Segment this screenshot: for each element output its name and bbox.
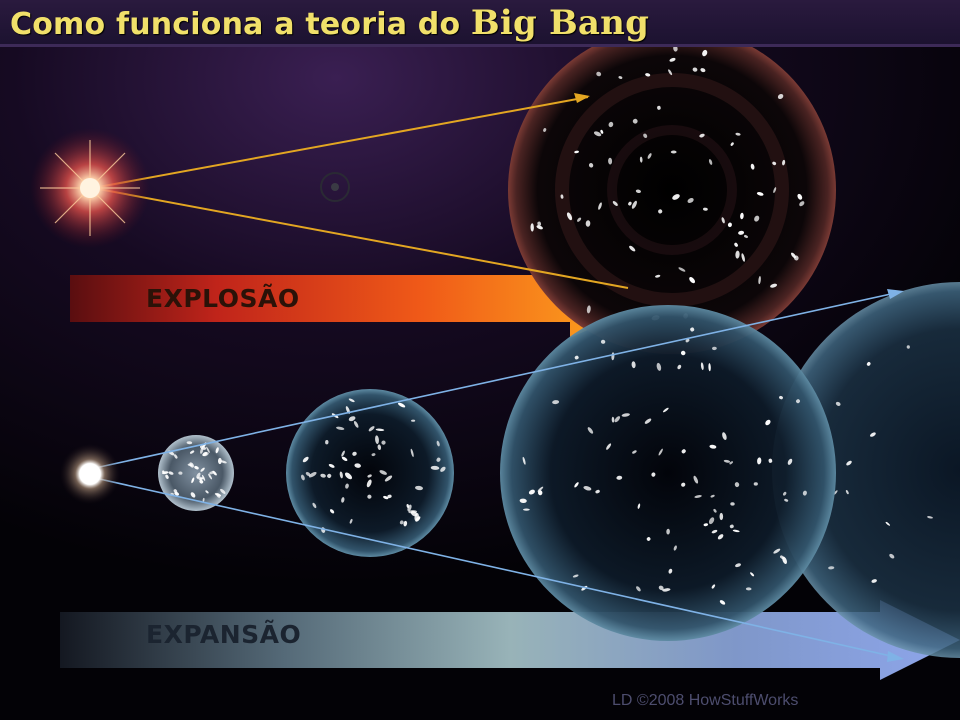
explosion-label: EXPLOSÃO xyxy=(146,284,300,313)
expansion-sphere-small xyxy=(286,389,454,557)
title-emphasis: Big Bang xyxy=(470,3,650,43)
title-bar xyxy=(0,0,960,47)
page-title xyxy=(10,3,649,43)
galaxy-speck xyxy=(523,509,530,511)
galaxy-speck xyxy=(671,151,677,154)
faint-bubble-center xyxy=(331,183,339,191)
star-core xyxy=(80,178,100,198)
white-dot-core xyxy=(81,465,99,483)
expansion-label: EXPANSÃO xyxy=(146,620,302,649)
copyright-credit: LD ©2008 HowStuffWorks xyxy=(612,692,799,709)
title-prefix: Como funciona a teoria do xyxy=(10,7,471,42)
